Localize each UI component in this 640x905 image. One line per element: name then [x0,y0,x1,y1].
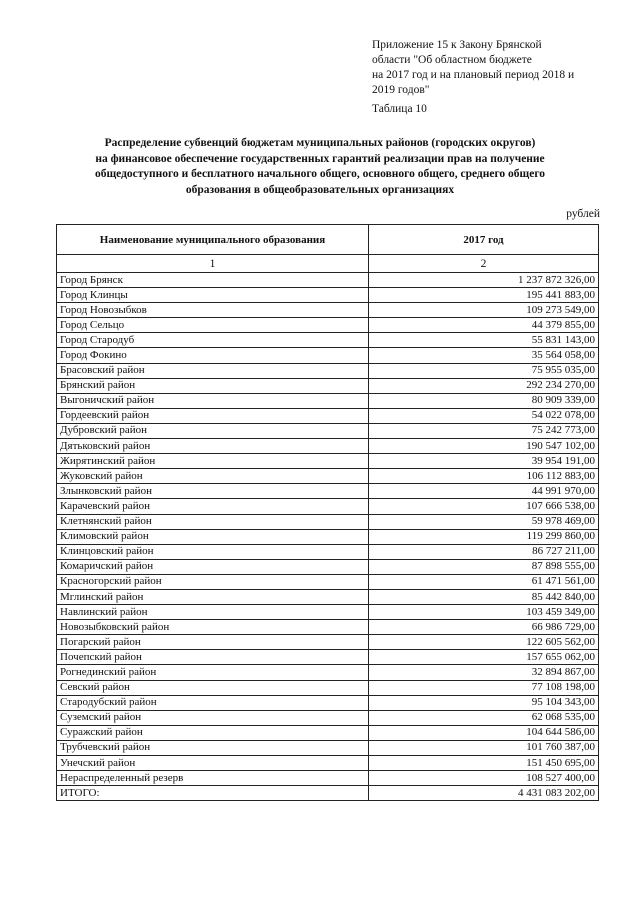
subsidy-amount: 44 991 970,00 [369,484,599,499]
table-row [57,771,599,786]
table-row [57,303,599,318]
municipality-name: Нераспределенный резерв [57,771,369,786]
municipality-name: Брянский район [57,378,369,393]
subsidy-amount: 35 564 058,00 [369,348,599,363]
municipality-name: Унечский район [57,756,369,771]
subsidy-amount: 44 379 855,00 [369,318,599,333]
municipality-name: Город Фокино [57,348,369,363]
table-row [57,393,599,408]
municipality-name: Гордеевский район [57,408,369,423]
subsidy-amount: 104 644 586,00 [369,725,599,740]
municipality-name: Дятьковский район [57,439,369,454]
appendix-line-1: Приложение 15 к Закону Брянской [372,39,542,51]
municipality-name: Трубчевский район [57,740,369,755]
title-line-2: на финансовое обеспечение государственных гарантий реализации прав на получение [95,152,545,165]
municipality-name: Клинцовский район [57,544,369,559]
title-line-4: образования в общеобразовательных организациях [185,183,455,196]
table-row [57,589,599,604]
title-line-1: Распределение субвенций бюджетам муниципальных районов (городских округов) [104,137,536,149]
table-row [57,574,599,589]
column-number-2: 2 [369,255,599,273]
column-number-row [57,255,599,273]
subsidy-table [56,224,599,801]
municipality-name: Комаричский район [57,559,369,574]
subsidy-amount: 87 898 555,00 [369,559,599,574]
subsidy-amount: 195 441 883,00 [369,288,599,303]
total-row [57,786,599,801]
municipality-name: Красногорский район [57,574,369,589]
municipality-name: Жуковский район [57,469,369,484]
subsidy-amount: 55 831 143,00 [369,333,599,348]
appendix-line-3: на 2017 год и на плановый период 2018 и [372,69,575,81]
subsidy-amount: 80 909 339,00 [369,393,599,408]
currency-unit: рублей [566,208,600,220]
subsidy-amount: 101 760 387,00 [369,740,599,755]
subsidy-amount: 190 547 102,00 [369,439,599,454]
table-header-row [57,225,599,255]
subsidy-amount: 39 954 191,00 [369,454,599,469]
table-row [57,439,599,454]
total-label: ИТОГО: [57,786,369,801]
table-row [57,605,599,620]
table-row [57,756,599,771]
municipality-name: Злынковский район [57,484,369,499]
table-row [57,484,599,499]
municipality-name: Город Брянск [57,273,369,288]
table-row [57,363,599,378]
subsidy-amount: 62 068 535,00 [369,710,599,725]
municipality-name: Почепский район [57,650,369,665]
table-row [57,620,599,635]
subsidy-amount: 151 450 695,00 [369,756,599,771]
municipality-name: Навлинский район [57,605,369,620]
subsidy-amount: 75 242 773,00 [369,423,599,438]
subsidy-amount: 75 955 035,00 [369,363,599,378]
subsidy-amount: 109 273 549,00 [369,303,599,318]
subsidy-amount: 95 104 343,00 [369,695,599,710]
subsidy-amount: 119 299 860,00 [369,529,599,544]
table-row [57,318,599,333]
municipality-name: Карачевский район [57,499,369,514]
subsidy-amount: 59 978 469,00 [369,514,599,529]
municipality-name: Город Стародуб [57,333,369,348]
table-row [57,499,599,514]
municipality-name: Город Сельцо [57,318,369,333]
table-row [57,348,599,363]
municipality-name: Севский район [57,680,369,695]
subsidy-amount: 292 234 270,00 [369,378,599,393]
subsidy-amount: 157 655 062,00 [369,650,599,665]
subsidy-amount: 122 605 562,00 [369,635,599,650]
table-row [57,695,599,710]
table-row [57,725,599,740]
table-row [57,740,599,755]
subsidy-amount: 103 459 349,00 [369,605,599,620]
municipality-name: Стародубский район [57,695,369,710]
total-amount: 4 431 083 202,00 [369,786,599,801]
table-row [57,650,599,665]
municipality-name: Жирятинский район [57,454,369,469]
header-municipality: Наименование муниципального образования [57,225,369,255]
table-row [57,423,599,438]
municipality-name: Климовский район [57,529,369,544]
subsidy-amount: 61 471 561,00 [369,574,599,589]
title-line-3: общедоступного и бесплатного начального общего, основного общего, среднего общего [94,168,546,180]
municipality-name: Новозыбковский район [57,620,369,635]
table-row [57,514,599,529]
table-row [57,333,599,348]
subsidy-amount: 86 727 211,00 [369,544,599,559]
municipality-name: Погарский район [57,635,369,650]
municipality-name: Город Новозыбков [57,303,369,318]
appendix-line-4: 2019 годов" [372,84,430,96]
table-row [57,559,599,574]
subsidy-amount: 32 894 867,00 [369,665,599,680]
municipality-name: Выгоничский район [57,393,369,408]
municipality-name: Мглинский район [57,589,369,604]
appendix-header [372,38,622,117]
table-row [57,680,599,695]
table-row [57,378,599,393]
table-row [57,408,599,423]
subsidy-amount: 107 666 538,00 [369,499,599,514]
municipality-name: Дубровский район [57,423,369,438]
municipality-name: Рогнединский район [57,665,369,680]
appendix-line-2: области "Об областном бюджете [372,54,532,66]
table-row [57,544,599,559]
municipality-name: Клетнянский район [57,514,369,529]
table-row [57,635,599,650]
table-row [57,273,599,288]
table-row [57,529,599,544]
municipality-name: Брасовский район [57,363,369,378]
subsidy-amount: 108 527 400,00 [369,771,599,786]
column-number-1: 1 [57,255,369,273]
document-title [60,136,580,198]
subsidy-amount: 106 112 883,00 [369,469,599,484]
municipality-name: Город Клинцы [57,288,369,303]
subsidy-amount: 85 442 840,00 [369,589,599,604]
municipality-name: Суражский район [57,725,369,740]
subsidy-amount: 66 986 729,00 [369,620,599,635]
table-row [57,710,599,725]
subsidy-amount: 54 022 078,00 [369,408,599,423]
table-row [57,469,599,484]
table-row [57,454,599,469]
subsidy-amount: 1 237 872 326,00 [369,273,599,288]
subsidy-amount: 77 108 198,00 [369,680,599,695]
table-row [57,665,599,680]
header-year: 2017 год [369,225,599,255]
table-row [57,288,599,303]
table-number: Таблица 10 [372,103,427,115]
municipality-name: Суземский район [57,710,369,725]
